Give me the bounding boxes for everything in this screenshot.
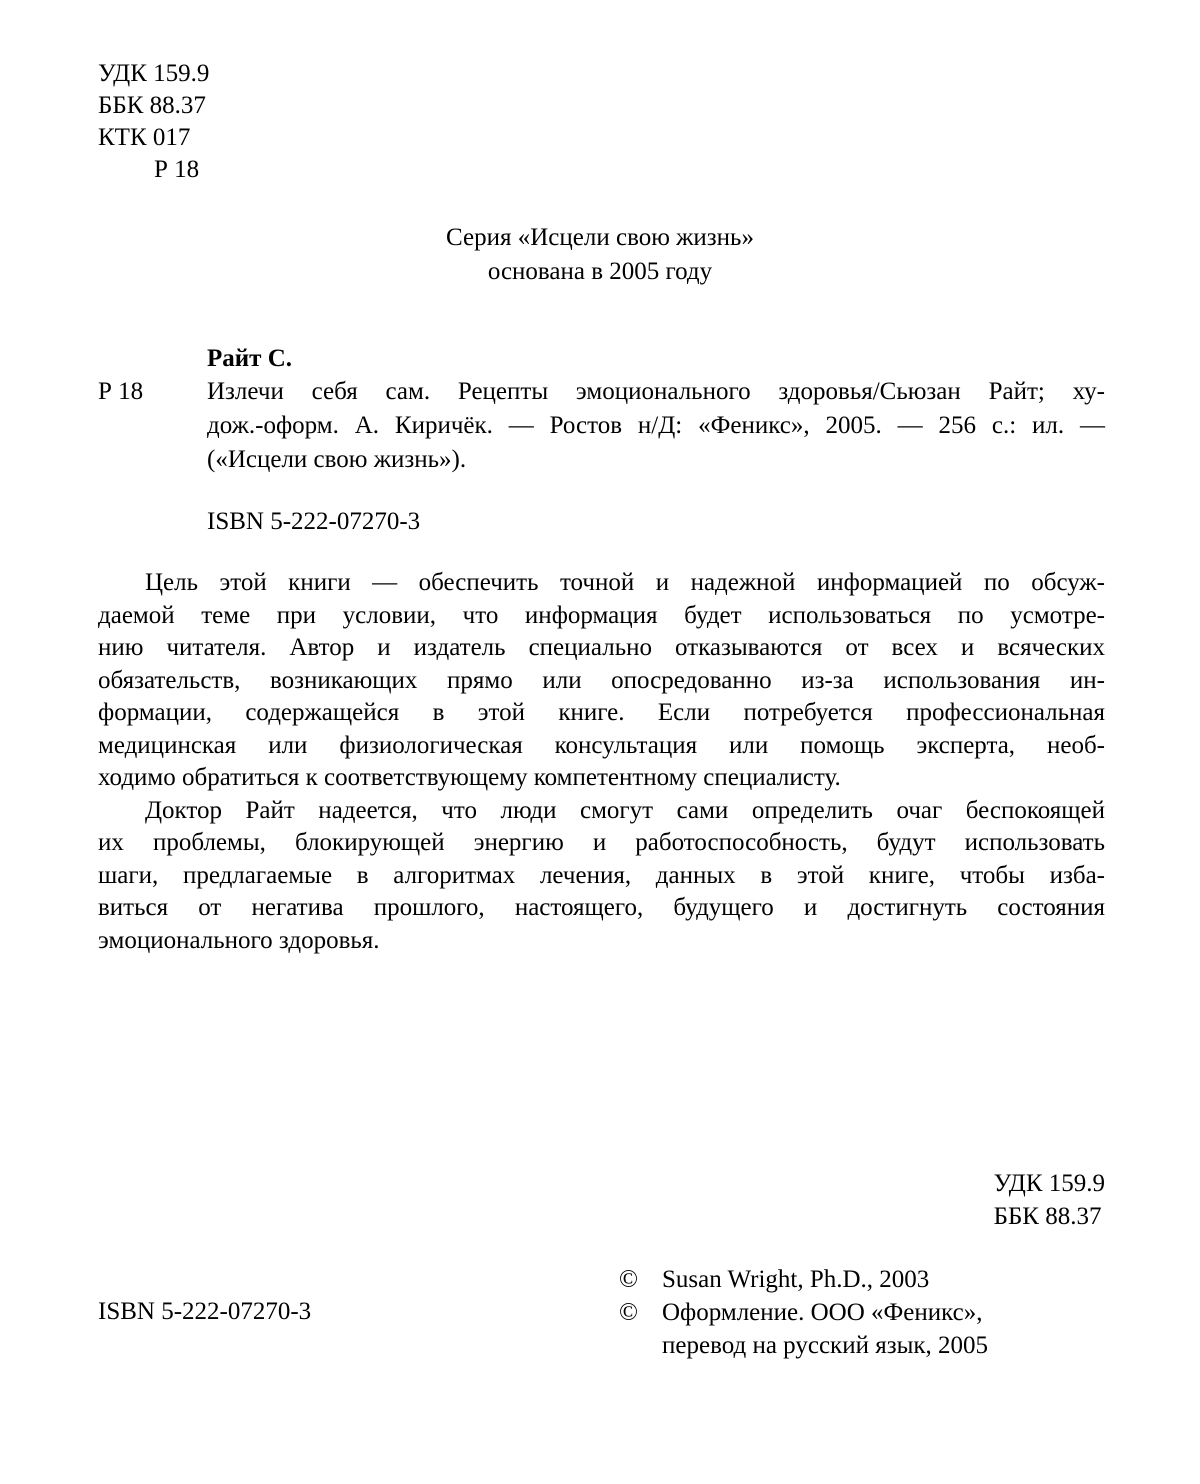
copyright-design: Оформление. ООО «Феникс», xyxy=(662,1299,983,1326)
series-note xyxy=(0,222,1200,290)
disclaimer-text xyxy=(98,567,1105,957)
footer-isbn: ISBN 5-222-07270-3 xyxy=(98,1298,312,1325)
text-line: виться от негатива прошлого, настоящего, будущего и достигнуть состояния xyxy=(98,894,1105,921)
text-line: даемой теме при условии, что информация будет использоваться по усмотре- xyxy=(98,601,1105,629)
text-line: их проблемы, блокирующей энергию и работоспособность, будут использовать xyxy=(98,829,1105,856)
catalog-author-sign: Р 18 xyxy=(98,378,144,405)
bib-line: («Исцели свою жизнь»). xyxy=(207,446,467,473)
catalog-isbn: ISBN 5-222-07270-3 xyxy=(207,508,421,535)
text-line: формации, содержащейся в этой книге. Если потребуется профессиональная xyxy=(98,699,1105,726)
footer-classification-codes xyxy=(994,1168,1105,1234)
bibliographic-record xyxy=(207,376,1105,478)
bib-line: Излечи себя сам. Рецепты эмоционального здоровья/Сьюзан Райт; ху- xyxy=(207,378,1105,405)
copyright-line xyxy=(619,1264,988,1297)
copyright-icon: © xyxy=(619,1266,638,1293)
copyright-line xyxy=(619,1297,988,1330)
copyright-translation: перевод на русский язык, 2005 xyxy=(662,1332,989,1359)
footer-bbk-code: ББК 88.37 xyxy=(993,1203,1102,1230)
udk-code: УДК 159.9 xyxy=(98,60,210,87)
text-line: шаги, предлагаемые в алгоритмах лечения, данных в этой книге, чтобы изба- xyxy=(98,861,1105,889)
ktk-code: КТК 017 xyxy=(98,124,191,151)
copyright-author: Susan Wright, Ph.D., 2003 xyxy=(662,1266,930,1293)
catalog-author: Райт С. xyxy=(207,345,293,372)
text-line: Цель этой книги — обеспечить точной и надежной информацией по обсуж- xyxy=(145,569,1105,596)
bbk-code: ББК 88.37 xyxy=(98,92,206,119)
text-line: обязательств, возникающих прямо или опосредованно из-за использования ин- xyxy=(98,666,1105,694)
text-line: Доктор Райт надеется, что люди смогут сами определить очаг беспокоящей xyxy=(145,796,1105,824)
text-line: медицинская или физиологическая консультация или помощь эксперта, необ- xyxy=(98,731,1105,759)
copyright-block xyxy=(619,1264,988,1363)
footer-udk-code: УДК 159.9 xyxy=(993,1170,1105,1197)
bib-line: дож.-оформ. А. Киричёк. — Ростов н/Д: «Феникс», 2005. — 256 с.: ил. — xyxy=(207,412,1105,439)
text-line: ходимо обратиться к соответствующему компетентному специалисту. xyxy=(98,764,841,791)
copyright-icon: © xyxy=(619,1299,638,1326)
text-line: нию читателя. Автор и издатель специально отказываются от всех и всяческих xyxy=(98,634,1105,661)
series-title: Серия «Исцели свою жизнь» xyxy=(446,224,754,251)
author-sign: Р 18 xyxy=(154,156,200,183)
classification-codes xyxy=(98,58,209,186)
text-line: эмоционального здоровья. xyxy=(98,926,380,954)
series-founded: основана в 2005 году xyxy=(487,258,713,285)
